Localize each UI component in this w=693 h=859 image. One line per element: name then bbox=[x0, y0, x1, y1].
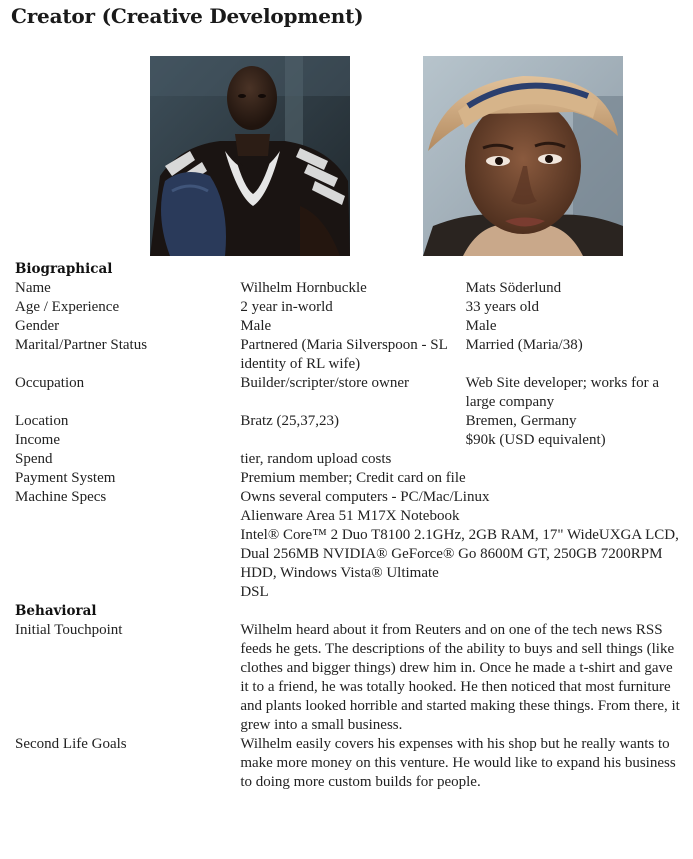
row-label: Income bbox=[15, 432, 60, 448]
table-row bbox=[10, 488, 686, 602]
shared-value: tier, random upload costs bbox=[240, 451, 392, 467]
row-label: Payment System bbox=[15, 470, 116, 486]
section-biographical: Biographical bbox=[15, 261, 113, 277]
avatar-value: Male bbox=[240, 318, 272, 334]
profile-table bbox=[10, 260, 686, 792]
table-row bbox=[10, 450, 686, 469]
row-label: Gender bbox=[15, 318, 60, 334]
avatar-value: Bratz (25,37,23) bbox=[240, 413, 340, 429]
row-label: Marital/Partner Status bbox=[15, 337, 148, 353]
row-label: Age / Experience bbox=[15, 299, 120, 315]
table-row bbox=[10, 412, 686, 431]
shared-value: Owns several computers - PC/Mac/Linux Alienware Area 51 M17X Notebook Intel® Core™ 2 Duo T8100 2.1GHz, 2GB RAM, 17" WideUXGA LCD, Dual 256MB NVIDIA® GeForce® Go 8600M GT, 250GB 7200RPM HDD, Windows Vista® Ultimate DSL bbox=[240, 489, 679, 600]
person-photo bbox=[423, 56, 623, 256]
section-behavioral: Behavioral bbox=[15, 603, 97, 619]
person-value: $90k (USD equivalent) bbox=[465, 432, 606, 448]
table-row bbox=[10, 469, 686, 488]
row-label: Spend bbox=[15, 451, 53, 467]
avatar-value: 2 year in-world bbox=[240, 299, 333, 315]
table-row bbox=[10, 298, 686, 317]
table-row bbox=[10, 374, 686, 412]
table-row bbox=[10, 431, 686, 450]
table-row bbox=[10, 336, 686, 374]
row-label: Initial Touchpoint bbox=[15, 622, 123, 638]
row-label: Machine Specs bbox=[15, 489, 107, 505]
row-label: Location bbox=[15, 413, 69, 429]
person-value: Male bbox=[465, 318, 497, 334]
shared-value: Wilhelm heard about it from Reuters and on one of the tech news RSS feeds he gets. The descriptions of the ability to buys and sell things (like clothes and bigger things) drew him in. Once he made a t-shirt and gave it to a friend, he was totally hooked. He then noticed that most furniture and plants looked horrible and started making these things. From there, it grew into a small business. bbox=[240, 622, 680, 733]
row-label: Second Life Goals bbox=[15, 736, 127, 752]
page-title: Creator (Creative Development) bbox=[11, 4, 364, 28]
person-value: Married (Maria/38) bbox=[465, 337, 583, 353]
person-value: 33 years old bbox=[465, 299, 539, 315]
table-row bbox=[10, 735, 686, 792]
avatar-value bbox=[235, 431, 460, 450]
avatar-value: Builder/scripter/store owner bbox=[240, 375, 410, 391]
row-label: Name bbox=[15, 280, 51, 296]
shared-value: Wilhelm easily covers his expenses with his shop but he really wants to make more money on this venture. He would like to expand his business to doing more custom builds for people. bbox=[240, 736, 676, 790]
section-header-row bbox=[10, 602, 686, 621]
shared-value: Premium member; Credit card on file bbox=[240, 470, 466, 486]
table-row bbox=[10, 279, 686, 298]
avatar-value: Wilhelm Hornbuckle bbox=[240, 280, 367, 296]
table-row bbox=[10, 317, 686, 336]
avatar-photo bbox=[150, 56, 350, 256]
table-row bbox=[10, 621, 686, 735]
person-value: Mats Söderlund bbox=[465, 280, 562, 296]
avatar-value: Partnered (Maria Silverspoon - SL identity of RL wife) bbox=[240, 337, 448, 372]
row-label: Occupation bbox=[15, 375, 85, 391]
person-value: Web Site developer; works for a large company bbox=[465, 375, 659, 410]
person-value: Bremen, Germany bbox=[465, 413, 577, 429]
section-header-row bbox=[10, 260, 686, 279]
